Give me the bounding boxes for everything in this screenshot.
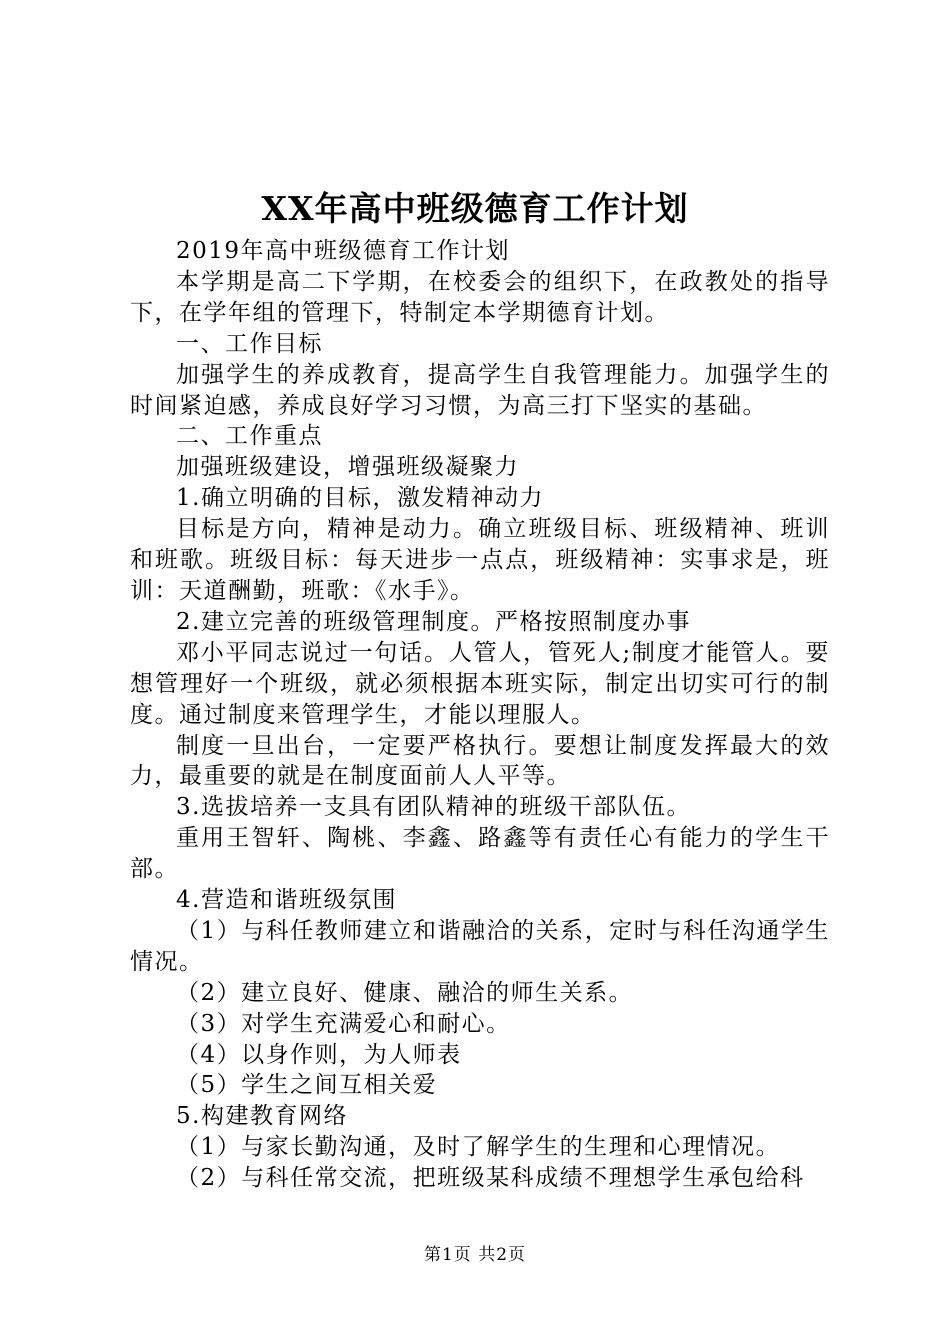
document-title: XX年高中班级德育工作计划 [261,189,689,228]
item-heading-2: 2.建立完善的班级管理制度。严格按照制度办事 [176,608,691,635]
item-heading-3: 3.选拔培养一支具有团队精神的班级干部队伍。 [176,794,691,821]
paragraph-system-enforce: 制度一旦出台，一定要严格执行。要想让制度发挥最大的效力，最重要的就是在制度面前人人平等。 [130,732,830,790]
heading-work-focus: 二、工作重点 [176,423,323,450]
sub-item-5-2: （2）与科任常交流，把班级某科成绩不理想学生承包给科 [176,1165,805,1192]
paragraph-subtitle: 2019年高中班级德育工作计划 [176,238,511,264]
paragraph-intro: 本学期是高二下学期，在校委会的组织下，在政教处的指导下，在学年组的管理下，特制定本学期德育计划。 [130,268,830,326]
paragraph-goal-spirit: 目标是方向，精神是动力。确立班级目标、班级精神、班训和班歌。班级目标：每天进步一点点，班级精神：实事求是，班训：天道酬勤，班歌：《水手》。 [130,516,830,604]
paragraph-cadres: 重用王智轩、陶桃、李鑫、路鑫等有责任心有能力的学生干部。 [130,825,830,883]
paragraph-work-goal: 加强学生的养成教育，提高学生自我管理能力。加强学生的时间紧迫感，养成良好学习习惯，为高三打下坚实的基础。 [130,361,830,419]
sub-item-4-4: （4）以身作则，为人师表 [176,1041,462,1068]
item-heading-4: 4.营造和谐班级氛围 [176,887,397,914]
document-body [130,236,830,1194]
paragraph-system-quote: 邓小平同志说过一句话。人管人，管死人;制度才能管人。要想管理好一个班级，就必须根据本班实际，制定出切实可行的制度。通过制度来管理学生，才能以理服人。 [130,639,830,728]
heading-work-goal: 一、工作目标 [176,330,323,357]
sub-item-4-3: （3）对学生充满爱心和耐心。 [176,1010,511,1037]
page-footer: 第1页 共2页 [423,1245,527,1265]
sub-item-4-1: （1）与科任教师建立和谐融洽的关系，定时与科任沟通学生情况。 [130,917,830,975]
sub-item-5-1: （1）与家长勤沟通，及时了解学生的生理和心理情况。 [176,1134,781,1161]
paragraph-class-building: 加强班级建设，增强班级凝聚力 [176,454,519,481]
sub-item-4-2: （2）建立良好、健康、融洽的师生关系。 [176,979,634,1006]
item-heading-5: 5.构建教育网络 [176,1103,348,1130]
sub-item-4-5: （5）学生之间互相关爱 [176,1072,438,1099]
item-heading-1: 1.确立明确的目标，激发精神动力 [176,485,544,512]
